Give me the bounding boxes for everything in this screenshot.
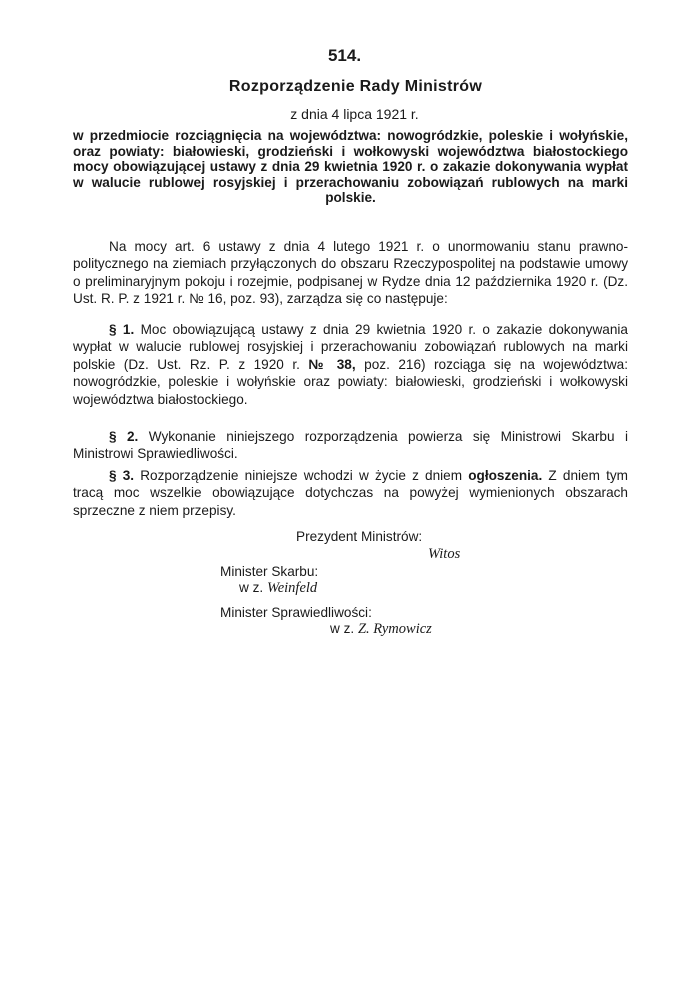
section-1-text-cont: poz. 216) rozciąga się na województwa: nowogródzkie, poleskie i wołyńskie oraz powiaty: białowieski, grodzieński i wołkowyski województwa białostockiego.: [73, 356, 628, 407]
signature-line-justice: [330, 621, 432, 638]
signature-role-treasury: Minister Skarbu:: [220, 564, 319, 579]
section-3-text-bold: ogłoszenia.: [468, 468, 543, 483]
signature-line-treasury: [239, 580, 317, 597]
signature-name-justice: Z. Rymowicz: [357, 621, 432, 637]
signature-name-treasury: Weinfeld: [266, 580, 318, 596]
preamble-paragraph: [73, 238, 628, 308]
section-1-text: Moc obowiązującą ustawy z dnia 29 kwietnia 1920 r. o zakazie dokonywania wypłat w walucie rublowej rosyjskiej i przerachowaniu zobowiązań rublowych na marki polskie (Dz. Ust. Rz. P. z 1920 r.: [73, 322, 628, 372]
signature-role-president: Prezydent Ministrów:: [296, 529, 423, 544]
signature-name-president: Witos: [428, 546, 461, 562]
section-1-mark: § 1.: [109, 322, 135, 337]
section-1: [73, 321, 628, 408]
section-2-mark: § 2.: [109, 429, 139, 444]
preamble-text: Na mocy art. 6 ustawy z dnia 4 lutego 1921 r. o unormowaniu stanu prawno-politycznego na ziemiach przyłączonych do obszaru Rzeczypospolitej na podstawie umowy o preliminaryjnym pokoju i rozejmie, podpisanej w Rydze dnia 12 października 1920 r. (Dz. Ust. R. P. z 1921 r. № 16, poz. 93), zarządza się co następuje:: [73, 239, 628, 307]
section-3-text: Rozporządzenie niniejsze wchodzi w życie z dniem: [140, 468, 469, 483]
signature-prefix-justice: w z.: [330, 621, 355, 636]
act-number: 514.: [327, 46, 362, 65]
section-2: [73, 428, 628, 463]
act-date: z dnia 4 lipca 1921 r.: [290, 106, 419, 122]
section-3-mark: § 3.: [109, 468, 135, 483]
signature-prefix-treasury: w z.: [239, 580, 264, 595]
section-2-text: Wykonanie niniejszego rozporządzenia powierza się Ministrowi Skarbu i Ministrowi Sprawiedliwości.: [73, 429, 628, 462]
signature-role-justice: Minister Sprawiedliwości:: [220, 605, 372, 620]
section-3: [73, 467, 628, 519]
act-title: Rozporządzenie Rady Ministrów: [228, 78, 483, 95]
act-subject: w przedmiocie rozciągnięcia na województwa: nowogródzkie, poleskie i wołyńskie, oraz powiaty: białowieski, grodzieński i wołkowyski województwa białostockiego mocy obowiązującej ustawy z dnia 29 kwietnia 1920 r. o zakazie dokonywania wypłat w walucie rublowej rosyjskiej i przerachowaniu zobowiązań rublowych na marki polskie.: [73, 128, 628, 206]
section-1-ref: № 38,: [308, 356, 356, 372]
section-3-text-cont: Z dniem tym tracą moc wszelkie obowiązujące dotychczas na powyżej wymienionych obszarach sprzeczne z niem przepisy.: [73, 468, 628, 518]
